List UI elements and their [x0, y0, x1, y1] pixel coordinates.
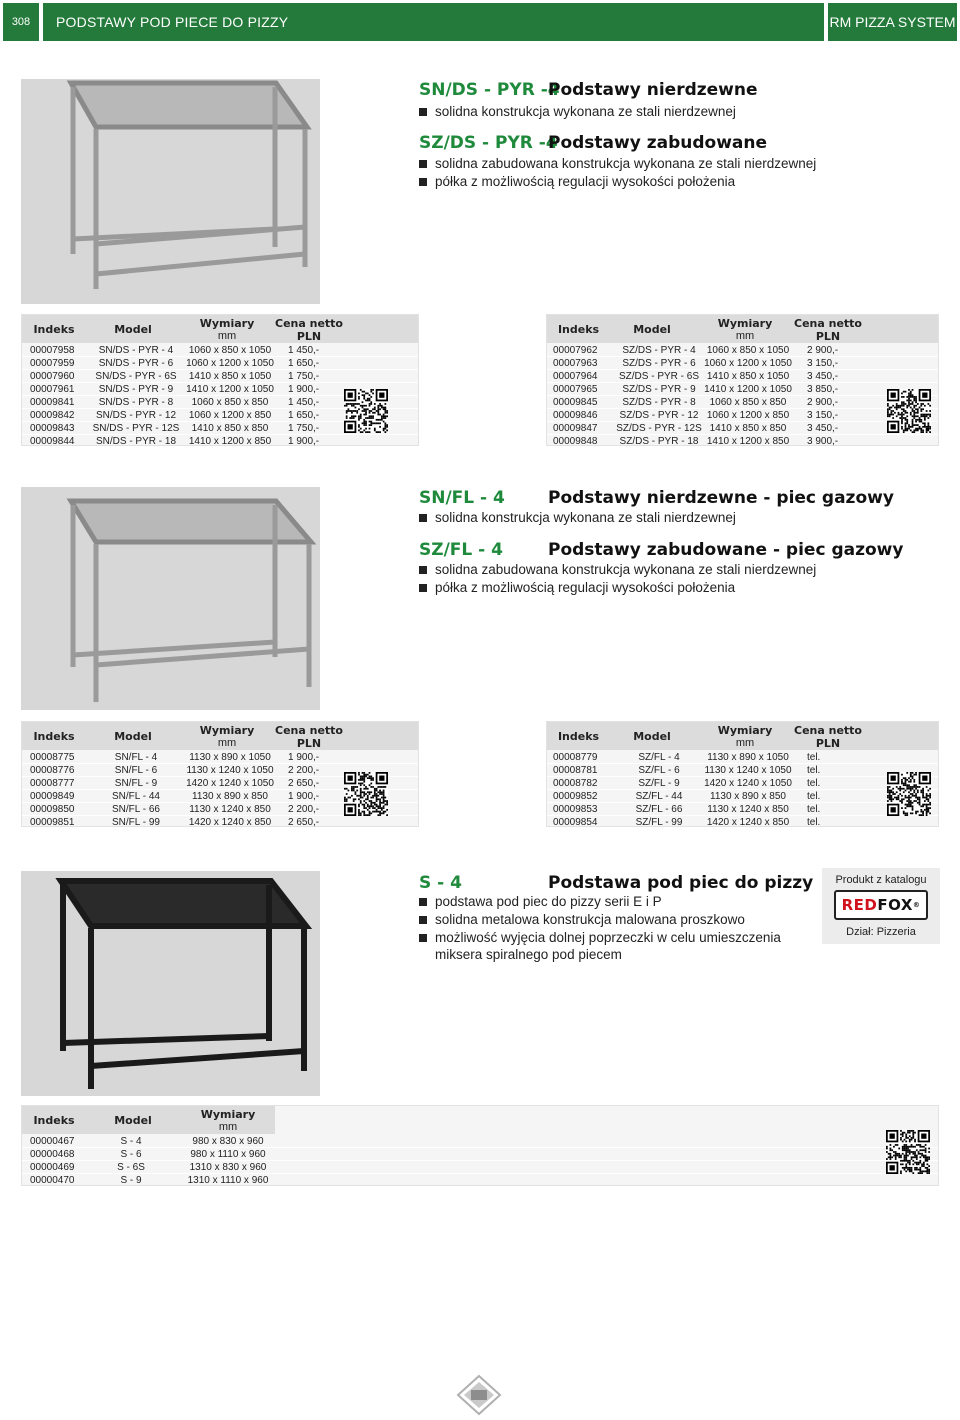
- cell-model: SZ/FL - 66: [635, 804, 683, 815]
- cell-wymiary: 1060 x 1200 x 850: [706, 410, 790, 421]
- cell-indeks: 00000470: [30, 1175, 75, 1186]
- price-table-sz-fl: [546, 721, 939, 827]
- catalog-label: Produkt z katalogu: [835, 874, 927, 886]
- table-row: [547, 777, 938, 790]
- qr-code-icon: [344, 389, 388, 433]
- price-table-sz-ds: [546, 314, 939, 446]
- cell-cena: tel.: [807, 778, 821, 789]
- product-photo-fl: [21, 487, 320, 710]
- qr-code-icon: [887, 389, 931, 433]
- table-row: [22, 435, 418, 448]
- table-row: [547, 383, 938, 396]
- page-number: 308: [3, 3, 39, 41]
- cell-wymiary: 1420 x 1240 x 1050: [704, 778, 792, 789]
- col-header-wymiary: Wymiary mm: [200, 1108, 256, 1133]
- cell-indeks: 00007958: [30, 345, 75, 356]
- product-title: Podstawy zabudowane: [548, 133, 768, 153]
- cell-indeks: 00007964: [553, 371, 598, 382]
- product-title: Podstawa pod piec do pizzy: [548, 873, 814, 893]
- cell-wymiary: 1410 x 1200 x 1050: [186, 384, 274, 395]
- cell-indeks: 00007960: [30, 371, 75, 382]
- steel-stand-illustration: [21, 79, 320, 304]
- cell-indeks: 00009844: [30, 436, 75, 447]
- table-row: [547, 396, 938, 409]
- price-table-s: [21, 1105, 939, 1186]
- table-header: [547, 315, 938, 343]
- table-header: [22, 315, 418, 343]
- cell-model: SZ/DS - PYR - 6: [622, 358, 696, 369]
- table-header: [22, 1106, 275, 1134]
- col-header-wymiary: Wymiary mm: [199, 317, 255, 342]
- cell-cena: tel.: [807, 765, 821, 776]
- cell-wymiary: 1060 x 850 x 1050: [706, 345, 790, 356]
- feature-bullet: solidna zabudowana konstrukcja wykonana ze stali nierdzewnej: [419, 156, 816, 171]
- product-title: Podstawy nierdzewne: [548, 80, 758, 100]
- qr-code-icon: [887, 772, 931, 816]
- cell-indeks: 00008781: [553, 765, 598, 776]
- col-header-wymiary: Wymiary mm: [717, 724, 773, 749]
- cell-indeks: 00007963: [553, 358, 598, 369]
- cell-cena: tel.: [807, 791, 821, 802]
- col-header-cena: Cena netto PLN: [794, 317, 862, 343]
- cell-wymiary: 1060 x 850 x 1050: [188, 345, 272, 356]
- cell-wymiary: 1310 x 1110 x 960: [187, 1175, 269, 1186]
- cell-indeks: 00007961: [30, 384, 75, 395]
- cell-wymiary: 1060 x 1200 x 850: [188, 410, 272, 421]
- col-header-cena: Cena netto PLN: [275, 724, 343, 750]
- cell-model: SZ/DS - PYR - 18: [619, 436, 699, 447]
- catalog-department: Dział: Pizzeria: [846, 926, 916, 938]
- cell-model: SZ/FL - 44: [635, 791, 683, 802]
- cell-cena: 1 900,-: [288, 384, 320, 395]
- cell-indeks: 00007959: [30, 358, 75, 369]
- cell-model: SZ/DS - PYR - 4: [622, 345, 696, 356]
- cell-indeks: 00008779: [553, 752, 598, 763]
- cell-indeks: 00008775: [30, 752, 75, 763]
- cell-cena: 1 450,-: [288, 397, 320, 408]
- cell-cena: 1 900,-: [288, 436, 320, 447]
- cell-cena: 3 150,-: [807, 358, 839, 369]
- cell-model: S - 6: [120, 1149, 142, 1160]
- cell-wymiary: 1420 x 1240 x 850: [188, 817, 272, 828]
- product-code: SN/DS - PYR -4: [419, 80, 560, 100]
- cell-cena: tel.: [807, 752, 821, 763]
- product-code: S - 4: [419, 873, 462, 893]
- table-row: [22, 1161, 938, 1174]
- table-row: [547, 751, 938, 764]
- cell-model: SZ/FL - 99: [635, 817, 683, 828]
- cell-indeks: 00009848: [553, 436, 598, 447]
- redfox-logo: RED FOX ®: [834, 890, 928, 920]
- feature-bullet-continuation: miksera spiralnego pod piecem: [435, 947, 622, 962]
- table-row: [547, 790, 938, 803]
- page-header: [0, 0, 960, 44]
- cell-model: SN/DS - PYR - 12S: [92, 423, 180, 434]
- cell-indeks: 00000467: [30, 1136, 75, 1147]
- cell-cena: 3 900,-: [807, 436, 839, 447]
- table-row: [547, 803, 938, 816]
- product-code: SZ/FL - 4: [419, 540, 503, 560]
- cell-cena: 1 750,-: [288, 423, 320, 434]
- cell-wymiary: 980 x 830 x 960: [192, 1136, 264, 1147]
- table-row: [22, 370, 418, 383]
- cell-wymiary: 1310 x 830 x 960: [189, 1162, 267, 1173]
- cell-wymiary: 1410 x 850 x 850: [709, 423, 787, 434]
- cell-cena: 2 200,-: [288, 804, 320, 815]
- cell-model: SN/DS - PYR - 8: [98, 397, 174, 408]
- cell-cena: 1 450,-: [288, 345, 320, 356]
- table-row: [22, 1148, 938, 1161]
- feature-bullet: możliwość wyjęcia dolnej poprzeczki w celu umieszczenia: [419, 930, 781, 945]
- col-header-indeks: Indeks: [557, 730, 600, 743]
- qr-code-icon: [886, 1130, 930, 1174]
- col-header-cena: Cena netto PLN: [275, 317, 343, 343]
- cell-model: SN/FL - 99: [112, 817, 160, 828]
- cell-indeks: 00008777: [30, 778, 75, 789]
- cell-model: SZ/FL - 9: [638, 778, 680, 789]
- cell-model: SZ/DS - PYR - 8: [622, 397, 696, 408]
- col-header-model: Model: [633, 730, 671, 743]
- feature-bullet: półka z możliwością regulacji wysokości położenia: [419, 580, 735, 595]
- cell-indeks: 00009846: [553, 410, 598, 421]
- table-row: [547, 357, 938, 370]
- table-row: [22, 751, 418, 764]
- table-row: [22, 344, 418, 357]
- cell-wymiary: 1130 x 1240 x 1050: [186, 765, 274, 776]
- cell-model: SN/FL - 9: [114, 778, 158, 789]
- product-code: SZ/DS - PYR -4: [419, 133, 558, 153]
- col-header-wymiary: Wymiary mm: [717, 317, 773, 342]
- cell-cena: 2 900,-: [807, 345, 839, 356]
- cell-cena: 2 650,-: [288, 817, 320, 828]
- cell-indeks: 00009849: [30, 791, 75, 802]
- table-header: [547, 722, 938, 750]
- cell-indeks: 00008782: [553, 778, 598, 789]
- rm-logo: [456, 1374, 502, 1416]
- cell-indeks: 00009851: [30, 817, 75, 828]
- table-row: [22, 816, 418, 829]
- cell-model: SZ/DS - PYR - 6S: [618, 371, 699, 382]
- cell-wymiary: 1130 x 1240 x 850: [189, 804, 271, 815]
- catalog-badge: [822, 868, 940, 944]
- cell-model: SN/DS - PYR - 4: [98, 345, 174, 356]
- cell-model: SZ/DS - PYR - 9: [622, 384, 696, 395]
- feature-bullet: solidna zabudowana konstrukcja wykonana ze stali nierdzewnej: [419, 562, 816, 577]
- cell-indeks: 00009853: [553, 804, 598, 815]
- cell-cena: 1 650,-: [288, 358, 320, 369]
- cell-model: S - 4: [120, 1136, 142, 1147]
- feature-bullet: solidna metalowa konstrukcja malowana proszkowo: [419, 912, 745, 927]
- feature-bullet: półka z możliwością regulacji wysokości położenia: [419, 174, 735, 189]
- cell-wymiary: 1410 x 850 x 850: [191, 423, 269, 434]
- cell-wymiary: 1410 x 850 x 1050: [706, 371, 790, 382]
- cell-model: S - 6S: [117, 1162, 145, 1173]
- col-header-wymiary: Wymiary mm: [199, 724, 255, 749]
- table-row: [22, 1174, 938, 1187]
- product-code: SN/FL - 4: [419, 488, 505, 508]
- cell-model: SN/DS - PYR - 9: [98, 384, 174, 395]
- cell-wymiary: 1130 x 890 x 1050: [189, 752, 271, 763]
- cell-indeks: 00007962: [553, 345, 598, 356]
- table-row: [547, 435, 938, 448]
- col-header-indeks: Indeks: [33, 730, 75, 743]
- product-photo-s4: [21, 871, 320, 1096]
- col-header-indeks: Indeks: [33, 1114, 75, 1127]
- cell-cena: 3 450,-: [807, 423, 839, 434]
- col-header-model: Model: [114, 323, 152, 336]
- cell-cena: 2 650,-: [288, 778, 320, 789]
- col-header-model: Model: [114, 730, 152, 743]
- feature-bullet: solidna konstrukcja wykonana ze stali nierdzewnej: [419, 104, 736, 119]
- price-table-sn-ds: [21, 314, 419, 446]
- cell-wymiary: 1130 x 1240 x 850: [707, 804, 789, 815]
- cell-model: SN/DS - PYR - 12: [95, 410, 177, 421]
- section-title: PODSTAWY POD PIECE DO PIZZY: [43, 3, 824, 41]
- price-table-sn-fl: [21, 721, 419, 827]
- col-header-cena: Cena netto PLN: [794, 724, 862, 750]
- cell-wymiary: 1410 x 850 x 1050: [188, 371, 272, 382]
- cell-model: SZ/FL - 6: [638, 765, 680, 776]
- cell-indeks: 00007965: [553, 384, 598, 395]
- qr-code-icon: [344, 772, 388, 816]
- cell-wymiary: 1130 x 890 x 850: [710, 791, 786, 802]
- cell-indeks: 00009852: [553, 791, 598, 802]
- table-row: [547, 816, 938, 829]
- cell-indeks: 00009843: [30, 423, 75, 434]
- table-row: [22, 357, 418, 370]
- cell-indeks: 00009847: [553, 423, 598, 434]
- col-header-indeks: Indeks: [33, 323, 75, 336]
- cell-indeks: 00000469: [30, 1162, 75, 1173]
- cell-cena: 3 450,-: [807, 371, 839, 382]
- cell-model: SN/DS - PYR - 6S: [95, 371, 177, 382]
- cell-wymiary: 1410 x 1200 x 850: [188, 436, 272, 447]
- cell-cena: 2 200,-: [288, 765, 320, 776]
- cell-cena: 3 850,-: [807, 384, 839, 395]
- cell-wymiary: 1060 x 850 x 850: [709, 397, 787, 408]
- cell-cena: 2 900,-: [807, 397, 839, 408]
- product-photo-pyr: [21, 79, 320, 304]
- cell-cena: 1 900,-: [288, 752, 320, 763]
- cell-wymiary: 1060 x 1200 x 1050: [186, 358, 274, 369]
- cell-model: S - 9: [120, 1175, 142, 1186]
- cell-cena: 1 650,-: [288, 410, 320, 421]
- feature-bullet: podstawa pod piec do pizzy serii E i P: [419, 894, 662, 909]
- cell-wymiary: 1410 x 1200 x 850: [706, 436, 790, 447]
- table-header: [22, 722, 418, 750]
- cell-wymiary: 1410 x 1200 x 1050: [704, 384, 792, 395]
- cell-model: SN/DS - PYR - 18: [95, 436, 177, 447]
- steel-stand-illustration: [21, 487, 320, 710]
- cell-wymiary: 1130 x 890 x 850: [192, 791, 268, 802]
- cell-wymiary: 1130 x 1240 x 1050: [704, 765, 792, 776]
- cell-cena: 1 750,-: [288, 371, 320, 382]
- cell-wymiary: 1060 x 850 x 850: [191, 397, 269, 408]
- cell-cena: 1 900,-: [288, 791, 320, 802]
- cell-wymiary: 1130 x 890 x 1050: [707, 752, 789, 763]
- cell-cena: tel.: [807, 804, 821, 815]
- cell-indeks: 00009854: [553, 817, 598, 828]
- cell-model: SZ/DS - PYR - 12: [619, 410, 699, 421]
- cell-model: SN/FL - 66: [112, 804, 160, 815]
- cell-model: SN/FL - 6: [114, 765, 158, 776]
- cell-model: SN/FL - 44: [112, 791, 160, 802]
- table-row: [547, 764, 938, 777]
- cell-wymiary: 1420 x 1240 x 1050: [186, 778, 274, 789]
- product-title: Podstawy nierdzewne - piec gazowy: [548, 488, 894, 508]
- table-row: [547, 344, 938, 357]
- table-row: [22, 1135, 938, 1148]
- cell-wymiary: 980 x 1110 x 960: [190, 1149, 266, 1160]
- cell-indeks: 00009845: [553, 397, 598, 408]
- table-row: [547, 422, 938, 435]
- cell-indeks: 00008776: [30, 765, 75, 776]
- black-stand-illustration: [21, 871, 320, 1096]
- cell-cena: 3 150,-: [807, 410, 839, 421]
- cell-cena: tel.: [807, 817, 821, 828]
- cell-wymiary: 1420 x 1240 x 850: [706, 817, 790, 828]
- brand-name: RM PIZZA SYSTEM: [828, 3, 957, 41]
- cell-wymiary: 1060 x 1200 x 1050: [704, 358, 792, 369]
- table-row: [547, 409, 938, 422]
- col-header-indeks: Indeks: [557, 323, 600, 336]
- cell-indeks: 00009841: [30, 397, 75, 408]
- cell-indeks: 00000468: [30, 1149, 75, 1160]
- col-header-model: Model: [114, 1114, 152, 1127]
- cell-indeks: 00009842: [30, 410, 75, 421]
- cell-indeks: 00009850: [30, 804, 75, 815]
- cell-model: SZ/DS - PYR - 12S: [616, 423, 702, 434]
- product-title: Podstawy zabudowane - piec gazowy: [548, 540, 904, 560]
- cell-model: SN/FL - 4: [114, 752, 158, 763]
- table-row: [547, 370, 938, 383]
- col-header-model: Model: [633, 323, 671, 336]
- feature-bullet: solidna konstrukcja wykonana ze stali nierdzewnej: [419, 510, 736, 525]
- cell-model: SN/DS - PYR - 6: [98, 358, 174, 369]
- cell-model: SZ/FL - 4: [638, 752, 680, 763]
